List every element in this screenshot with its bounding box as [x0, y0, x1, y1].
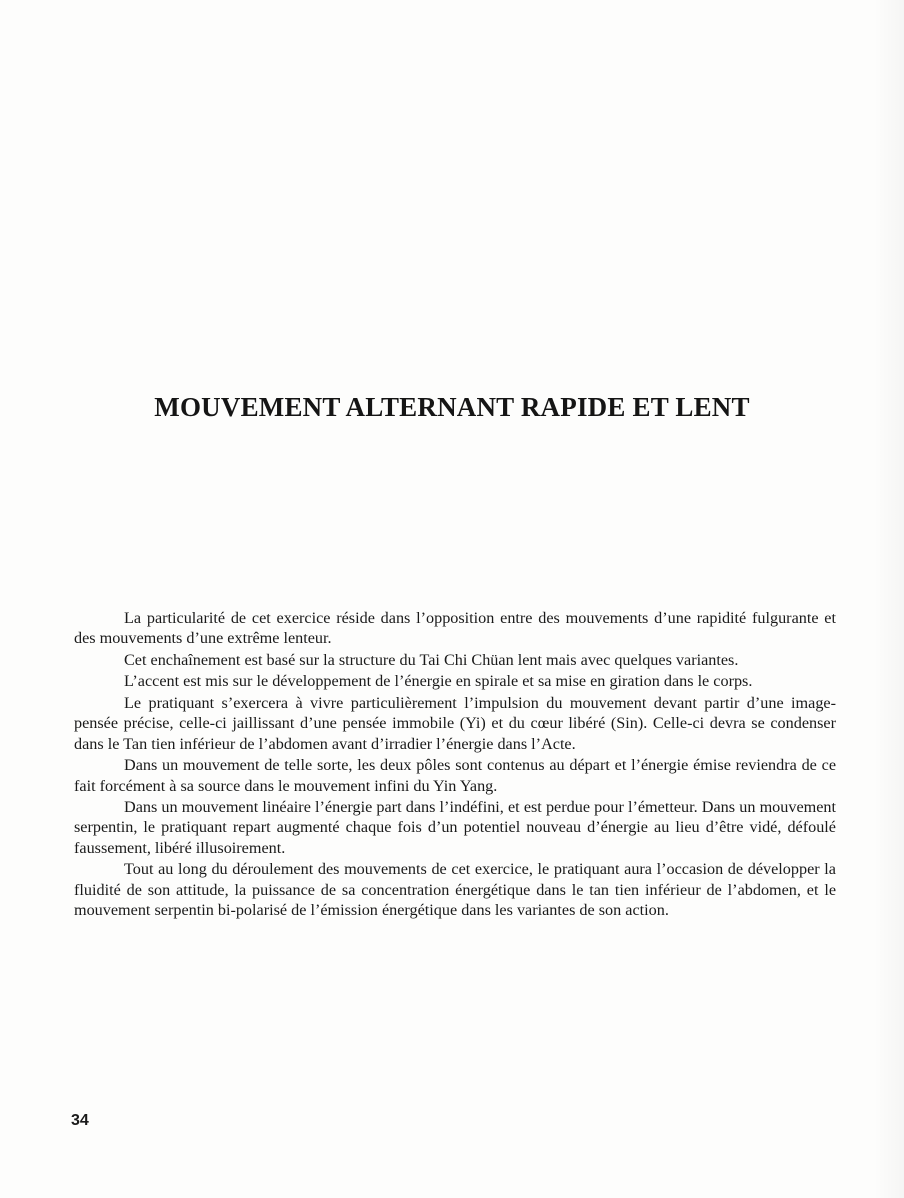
page-number: 34	[71, 1112, 89, 1129]
paragraph: La particularité de cet exercice réside dans l’opposition entre des mouvements d’une rapidité fulgurante et des mouvements d’une extrême lenteur.	[74, 609, 836, 648]
paragraph: Tout au long du déroulement des mouvements de cet exercice, le pratiquant aura l’occasion de développer la fluidité de son attitude, la puissance de sa concentration énergétique dans le tan tien inférieur de l’abdomen, et le mouvement serpentin bi-polarisé de l’émission énergétique dans les variantes de son action.	[74, 860, 836, 919]
paragraph: L’accent est mis sur le développement de l’énergie en spirale et sa mise en giration dans le corps.	[124, 672, 753, 691]
paragraph: Dans un mouvement de telle sorte, les deux pôles sont contenus au départ et l’énergie émise reviendra de ce fait forcément à sa source dans le mouvement infini du Yin Yang.	[74, 756, 836, 795]
paragraph: Cet enchaînement est basé sur la structure du Tai Chi Chüan lent mais avec quelques variantes.	[124, 650, 739, 669]
paragraph: Le pratiquant s’exercera à vivre particulièrement l’impulsion du mouvement devant partir d’une image-pensée précise, celle-ci jaillissant d’une pensée immobile (Yi) et du cœur libéré (Sin). Celle-ci devra se condenser dans le Tan tien inférieur de l’abdomen avant d’irradier l’énergie dans l’Acte.	[74, 694, 836, 753]
body-text	[74, 608, 836, 922]
paragraph: Dans un mouvement linéaire l’énergie part dans l’indéfini, et est perdue pour l’émetteur. Dans un mouvement serpentin, le pratiquant repart augmenté chaque fois d’un potentiel nouveau d’énergie au lieu d’être vidé, défoulé faussement, libéré illusoirement.	[74, 798, 836, 857]
page-edge-shadow	[874, 0, 904, 1198]
chapter-title: MOUVEMENT ALTERNANT RAPIDE ET LENT	[154, 392, 750, 422]
